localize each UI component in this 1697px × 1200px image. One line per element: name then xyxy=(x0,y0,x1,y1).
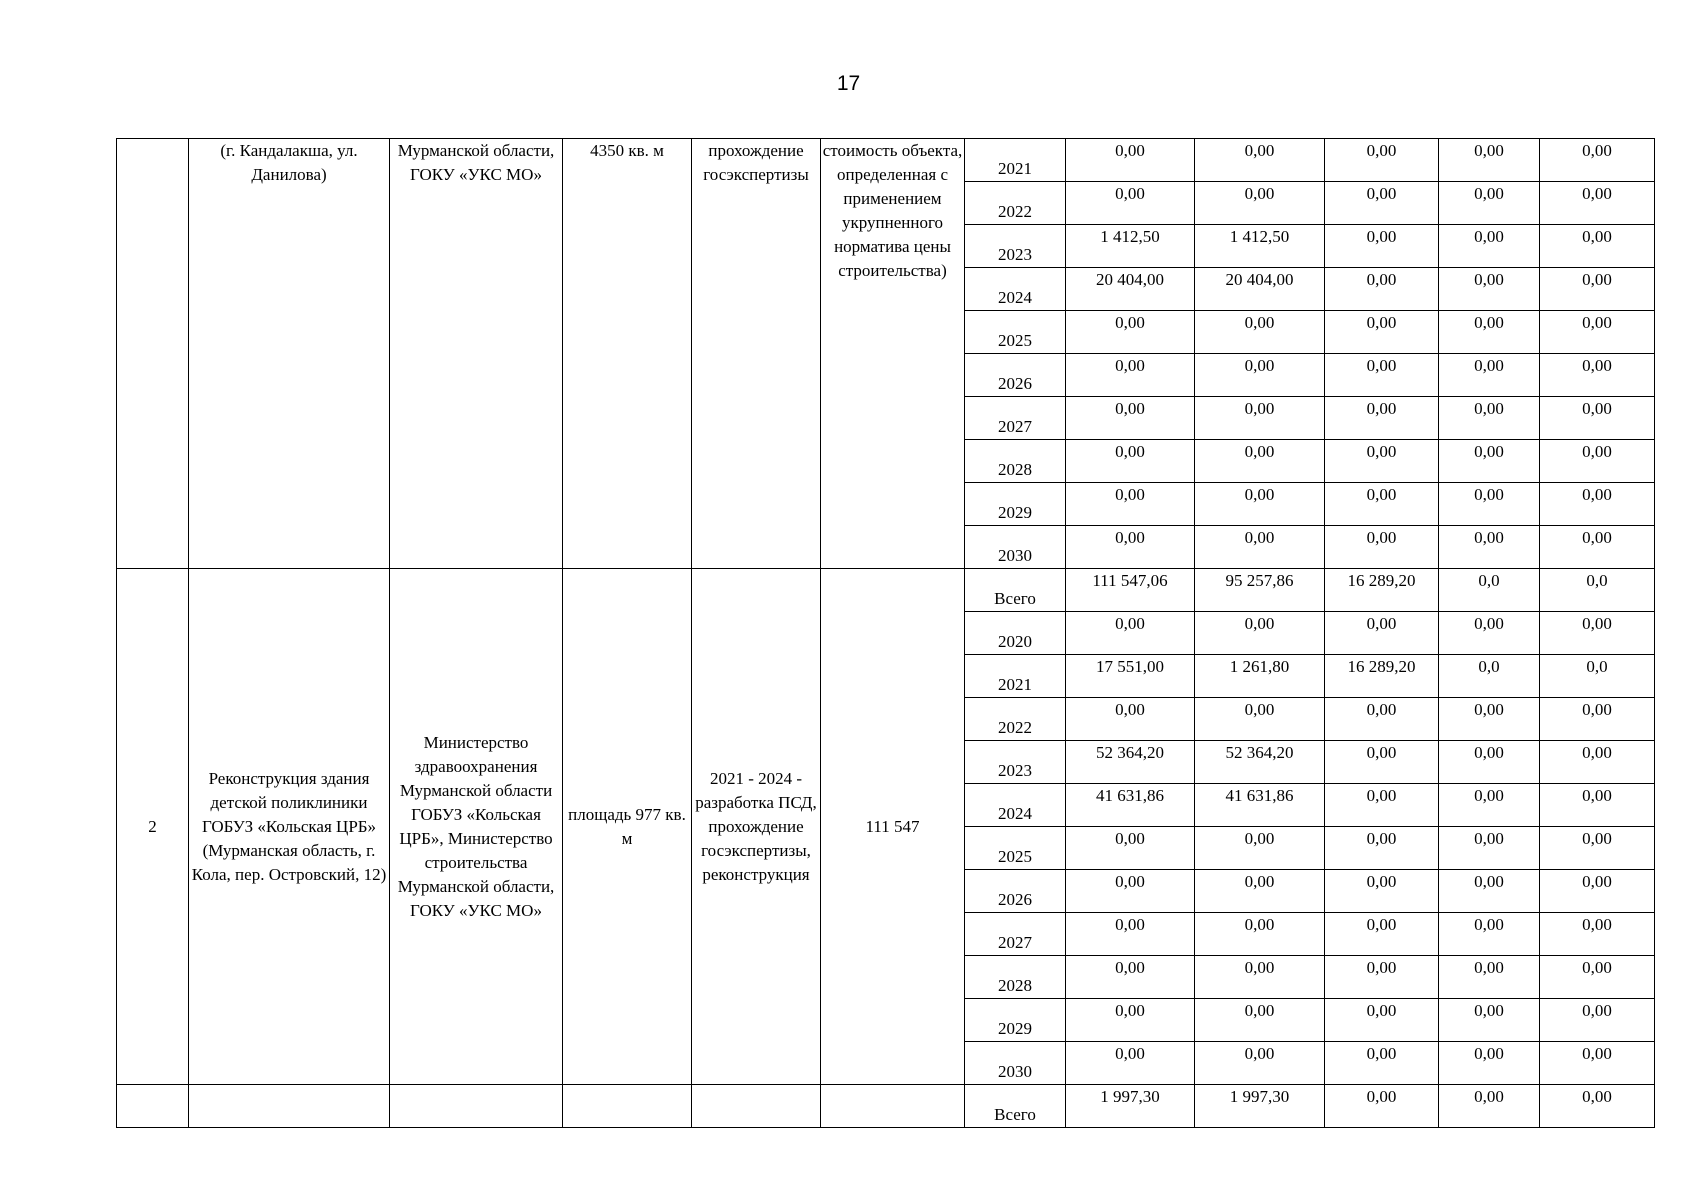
value-cell: 0,00 xyxy=(1195,354,1325,397)
value-cell: 0,00 xyxy=(1195,827,1325,870)
year-cell: 2025 xyxy=(965,311,1066,354)
row1-cost: стоимость объекта, определенная с применением укрупненного норматива цены строительства) xyxy=(821,139,965,569)
value-cell: 111 547,06 xyxy=(1066,569,1195,612)
year-cell: 2024 xyxy=(965,784,1066,827)
value-cell: 1 412,50 xyxy=(1066,225,1195,268)
value-cell: 0,00 xyxy=(1439,741,1540,784)
row2-capacity: площадь 977 кв. м xyxy=(563,569,692,1085)
value-cell: 52 364,20 xyxy=(1066,741,1195,784)
value-cell: 41 631,86 xyxy=(1066,784,1195,827)
value-cell: 0,00 xyxy=(1325,913,1439,956)
value-cell: 0,00 xyxy=(1325,354,1439,397)
value-cell: 0,00 xyxy=(1540,225,1655,268)
value-cell: 0,00 xyxy=(1066,827,1195,870)
value-cell: 0,00 xyxy=(1325,1042,1439,1085)
value-cell: 0,00 xyxy=(1540,311,1655,354)
value-cell: 0,00 xyxy=(1325,612,1439,655)
value-cell: 0,00 xyxy=(1325,182,1439,225)
value-cell: 0,00 xyxy=(1325,956,1439,999)
value-cell: 95 257,86 xyxy=(1195,569,1325,612)
value-cell: 0,00 xyxy=(1439,1042,1540,1085)
value-cell: 0,00 xyxy=(1066,1042,1195,1085)
value-cell: 0,00 xyxy=(1325,698,1439,741)
year-cell: 2021 xyxy=(965,655,1066,698)
value-cell: 0,00 xyxy=(1439,999,1540,1042)
value-cell: 0,00 xyxy=(1195,526,1325,569)
value-cell: 0,00 xyxy=(1325,483,1439,526)
row2-stage: 2021 - 2024 - разработка ПСД, прохождение госэкспертизы, реконструкция xyxy=(692,569,821,1085)
year-cell: 2023 xyxy=(965,225,1066,268)
value-cell: 0,00 xyxy=(1439,225,1540,268)
value-cell: 0,00 xyxy=(1540,268,1655,311)
value-cell: 0,00 xyxy=(1540,139,1655,182)
value-cell: 0,00 xyxy=(1195,1042,1325,1085)
value-cell: 0,00 xyxy=(1325,225,1439,268)
value-cell: 0,00 xyxy=(1439,870,1540,913)
value-cell: 0,00 xyxy=(1439,526,1540,569)
year-cell: 2030 xyxy=(965,1042,1066,1085)
value-cell: 0,00 xyxy=(1439,698,1540,741)
value-cell: 0,00 xyxy=(1325,827,1439,870)
row3-number-cell xyxy=(117,1085,189,1128)
value-cell: 0,00 xyxy=(1066,139,1195,182)
row3-cost xyxy=(821,1085,965,1128)
value-cell: 0,00 xyxy=(1540,440,1655,483)
row1-number-cell xyxy=(117,139,189,569)
value-cell: 0,00 xyxy=(1325,440,1439,483)
value-cell: 0,00 xyxy=(1540,999,1655,1042)
year-cell: 2027 xyxy=(965,397,1066,440)
value-cell: 0,00 xyxy=(1540,913,1655,956)
row3-capacity xyxy=(563,1085,692,1128)
value-cell: 0,00 xyxy=(1066,612,1195,655)
value-cell: 0,00 xyxy=(1439,311,1540,354)
value-cell: 0,00 xyxy=(1195,311,1325,354)
value-cell: 0,00 xyxy=(1439,483,1540,526)
year-cell: 2028 xyxy=(965,956,1066,999)
row1-executor: Мурманской области, ГОКУ «УКС МО» xyxy=(390,139,563,569)
year-cell: Всего xyxy=(965,1085,1066,1128)
value-cell: 0,00 xyxy=(1540,483,1655,526)
value-cell: 0,00 xyxy=(1066,311,1195,354)
value-cell: 0,00 xyxy=(1540,784,1655,827)
row2-cost: 111 547 xyxy=(821,569,965,1085)
value-cell: 0,00 xyxy=(1066,440,1195,483)
row1-object-name: (г. Кандалакша, ул. Данилова) xyxy=(189,139,390,569)
value-cell: 16 289,20 xyxy=(1325,655,1439,698)
page-number: 17 xyxy=(836,72,861,95)
value-cell: 0,00 xyxy=(1325,526,1439,569)
table-row xyxy=(117,569,1655,612)
row3-object-name xyxy=(189,1085,390,1128)
value-cell: 0,00 xyxy=(1195,999,1325,1042)
value-cell: 1 997,30 xyxy=(1066,1085,1195,1128)
year-cell: 2029 xyxy=(965,483,1066,526)
investment-table xyxy=(116,138,1655,1128)
value-cell: 0,00 xyxy=(1195,698,1325,741)
value-cell: 0,00 xyxy=(1195,612,1325,655)
value-cell: 0,00 xyxy=(1439,397,1540,440)
year-cell: 2028 xyxy=(965,440,1066,483)
value-cell: 0,00 xyxy=(1540,612,1655,655)
value-cell: 0,00 xyxy=(1066,698,1195,741)
value-cell: 41 631,86 xyxy=(1195,784,1325,827)
value-cell: 0,00 xyxy=(1540,182,1655,225)
value-cell: 0,00 xyxy=(1540,526,1655,569)
value-cell: 1 997,30 xyxy=(1195,1085,1325,1128)
table-row xyxy=(117,1085,1655,1128)
value-cell: 0,00 xyxy=(1439,354,1540,397)
year-cell: 2026 xyxy=(965,354,1066,397)
value-cell: 0,00 xyxy=(1195,182,1325,225)
value-cell: 0,00 xyxy=(1439,956,1540,999)
value-cell: 0,00 xyxy=(1325,741,1439,784)
value-cell: 1 412,50 xyxy=(1195,225,1325,268)
year-cell: 2023 xyxy=(965,741,1066,784)
value-cell: 0,00 xyxy=(1540,397,1655,440)
table-body xyxy=(117,139,1655,1128)
value-cell: 20 404,00 xyxy=(1066,268,1195,311)
value-cell: 0,00 xyxy=(1066,956,1195,999)
value-cell: 17 551,00 xyxy=(1066,655,1195,698)
value-cell: 0,00 xyxy=(1066,999,1195,1042)
value-cell: 0,0 xyxy=(1439,569,1540,612)
value-cell: 16 289,20 xyxy=(1325,569,1439,612)
value-cell: 20 404,00 xyxy=(1195,268,1325,311)
value-cell: 0,00 xyxy=(1325,870,1439,913)
row2-executor: Министерство здравоохранения Мурманской области ГОБУЗ «Кольская ЦРБ», Министерство строительства Мурманской области, ГОКУ «УКС МО» xyxy=(390,569,563,1085)
year-cell: 2021 xyxy=(965,139,1066,182)
value-cell: 0,00 xyxy=(1066,870,1195,913)
value-cell: 0,00 xyxy=(1195,913,1325,956)
value-cell: 0,00 xyxy=(1195,870,1325,913)
value-cell: 0,00 xyxy=(1540,354,1655,397)
year-cell: 2027 xyxy=(965,913,1066,956)
value-cell: 0,00 xyxy=(1439,1085,1540,1128)
value-cell: 0,00 xyxy=(1540,870,1655,913)
value-cell: 0,00 xyxy=(1540,741,1655,784)
value-cell: 0,00 xyxy=(1540,1042,1655,1085)
value-cell: 0,00 xyxy=(1325,139,1439,182)
value-cell: 0,00 xyxy=(1066,483,1195,526)
table-row xyxy=(117,139,1655,182)
value-cell: 0,00 xyxy=(1439,440,1540,483)
value-cell: 52 364,20 xyxy=(1195,741,1325,784)
year-cell: 2030 xyxy=(965,526,1066,569)
value-cell: 0,00 xyxy=(1195,956,1325,999)
year-cell: 2029 xyxy=(965,999,1066,1042)
value-cell: 0,00 xyxy=(1540,827,1655,870)
value-cell: 0,00 xyxy=(1066,397,1195,440)
value-cell: 0,00 xyxy=(1325,397,1439,440)
value-cell: 0,00 xyxy=(1540,1085,1655,1128)
value-cell: 0,00 xyxy=(1195,139,1325,182)
value-cell: 0,00 xyxy=(1066,354,1195,397)
value-cell: 0,00 xyxy=(1439,139,1540,182)
value-cell: 0,00 xyxy=(1325,268,1439,311)
year-cell: 2026 xyxy=(965,870,1066,913)
value-cell: 0,00 xyxy=(1195,397,1325,440)
value-cell: 0,00 xyxy=(1439,784,1540,827)
value-cell: 0,00 xyxy=(1439,913,1540,956)
value-cell: 0,00 xyxy=(1439,612,1540,655)
value-cell: 0,00 xyxy=(1066,526,1195,569)
value-cell: 0,00 xyxy=(1066,182,1195,225)
row2-object-name: Реконструкция здания детской поликлиники ГОБУЗ «Кольская ЦРБ» (Мурманская область, г. Кола, пер. Островский, 12) xyxy=(189,569,390,1085)
value-cell: 0,00 xyxy=(1439,182,1540,225)
row2-number: 2 xyxy=(117,569,189,1085)
value-cell: 0,00 xyxy=(1439,268,1540,311)
value-cell: 0,00 xyxy=(1195,440,1325,483)
year-cell: 2020 xyxy=(965,612,1066,655)
value-cell: 0,00 xyxy=(1439,827,1540,870)
value-cell: 0,00 xyxy=(1540,698,1655,741)
year-cell: Всего xyxy=(965,569,1066,612)
value-cell: 0,0 xyxy=(1439,655,1540,698)
value-cell: 0,00 xyxy=(1066,913,1195,956)
year-cell: 2022 xyxy=(965,698,1066,741)
value-cell: 0,0 xyxy=(1540,655,1655,698)
row1-stage: прохождение госэкспертизы xyxy=(692,139,821,569)
value-cell: 0,00 xyxy=(1325,999,1439,1042)
row1-capacity: 4350 кв. м xyxy=(563,139,692,569)
year-cell: 2025 xyxy=(965,827,1066,870)
value-cell: 0,00 xyxy=(1195,483,1325,526)
year-cell: 2024 xyxy=(965,268,1066,311)
year-cell: 2022 xyxy=(965,182,1066,225)
value-cell: 0,00 xyxy=(1540,956,1655,999)
value-cell: 0,00 xyxy=(1325,784,1439,827)
row3-executor xyxy=(390,1085,563,1128)
value-cell: 1 261,80 xyxy=(1195,655,1325,698)
value-cell: 0,00 xyxy=(1325,311,1439,354)
value-cell: 0,00 xyxy=(1325,1085,1439,1128)
row3-stage xyxy=(692,1085,821,1128)
value-cell: 0,0 xyxy=(1540,569,1655,612)
